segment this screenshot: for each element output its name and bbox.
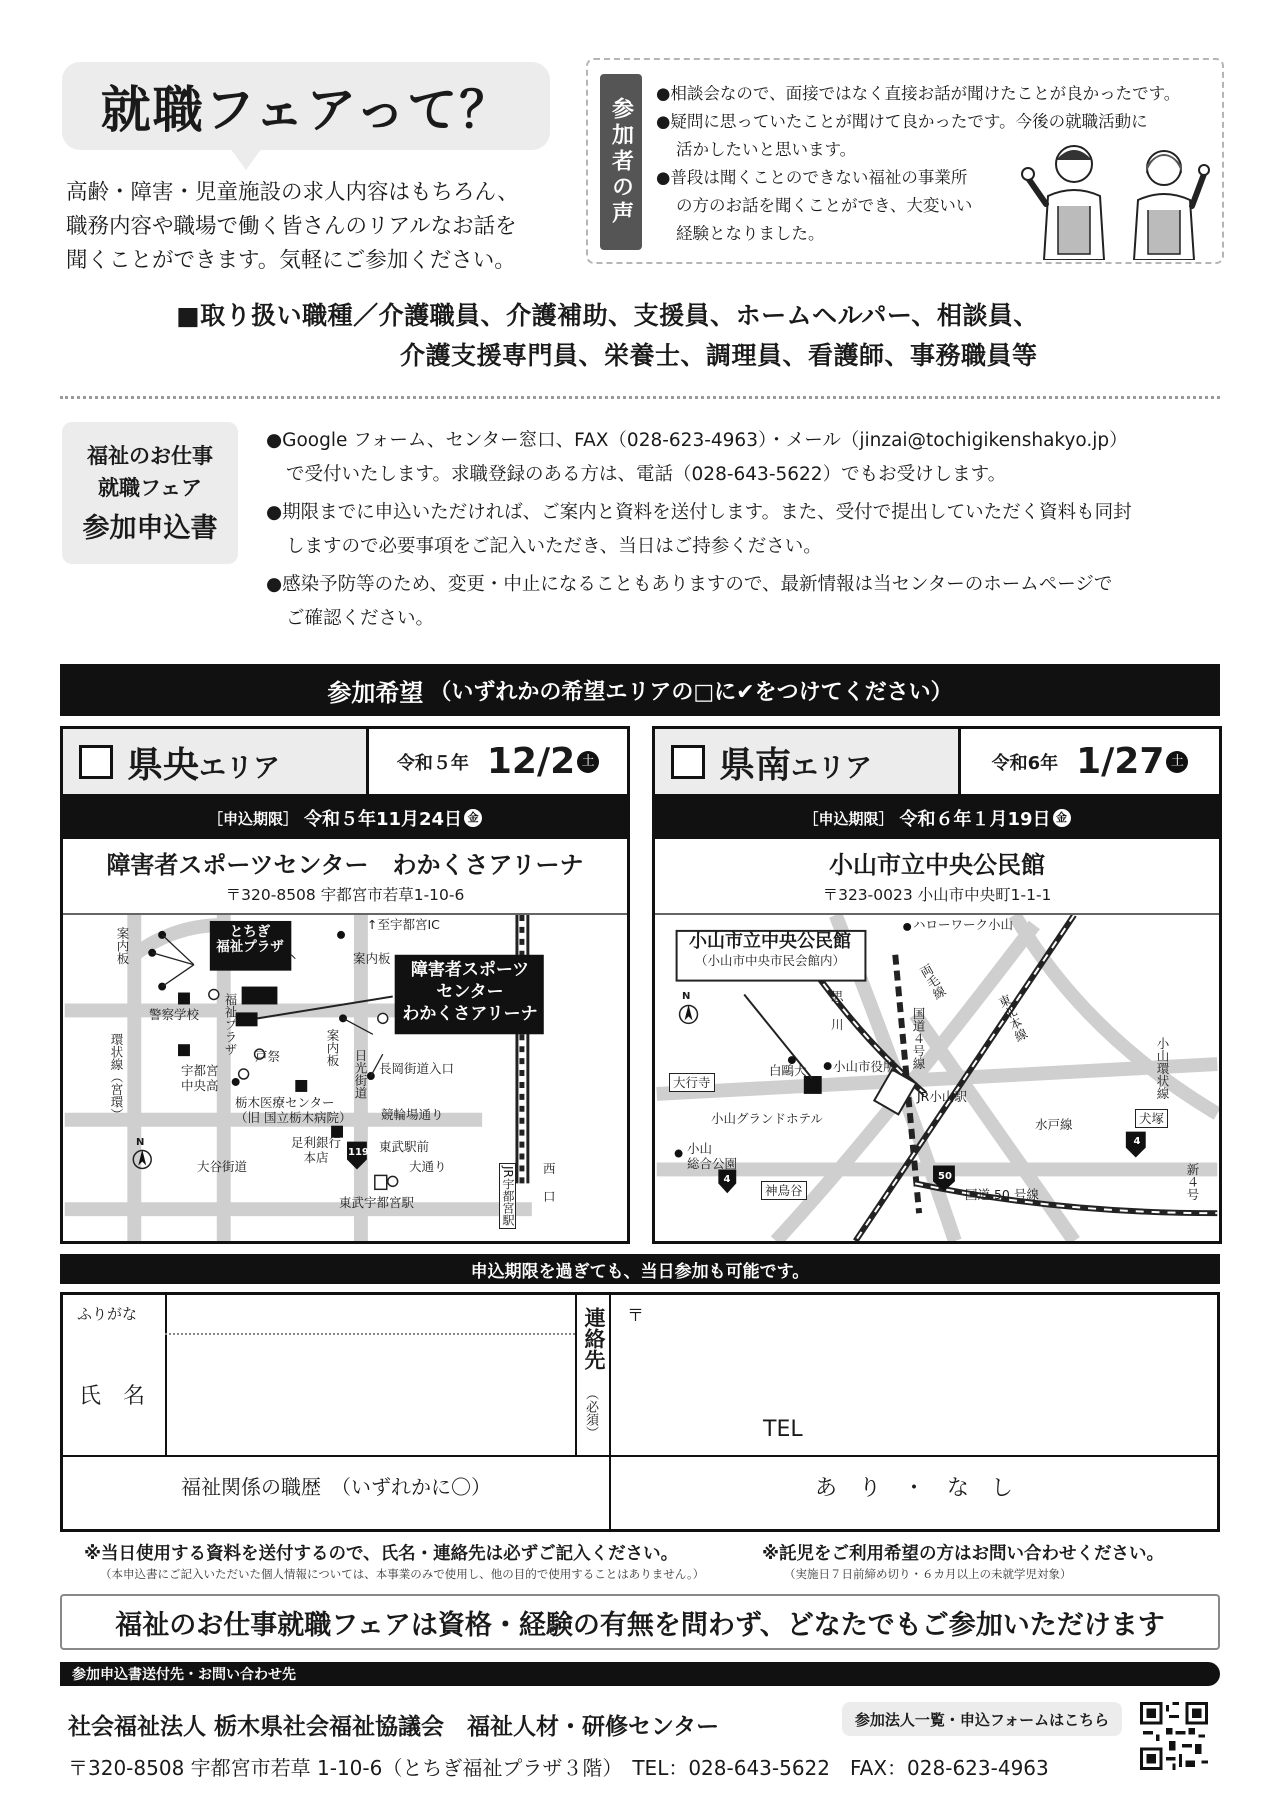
map-label-hakuoudai: 白鷗大	[769, 1063, 807, 1078]
tel-label: TEL	[763, 1417, 803, 1442]
area-era: 令和５年	[396, 752, 469, 774]
dotted-divider	[60, 396, 1220, 399]
map-label-utsunomiya-chuo: 宇都宮 中央高	[181, 1063, 219, 1093]
venue-address: 〒320-8508 宇都宮市若草1-10-6	[225, 886, 465, 904]
organization-name: 社会福祉法人 栃木県社会福祉協議会 福祉人材・研修センター	[68, 1714, 720, 1740]
voice-line: 経験となりました。	[676, 224, 825, 243]
deadline-dow: 金	[1053, 809, 1071, 827]
name-field[interactable]	[167, 1335, 575, 1455]
area-deadline	[63, 797, 627, 839]
required-note: ※当日使用する資料を送付するので、氏名・連絡先は必ずご記入ください。	[84, 1544, 679, 1564]
deadline-dow: 金	[464, 809, 482, 827]
map-label-tohoku: 東北本線	[995, 992, 1030, 1044]
area-kenou	[60, 726, 630, 1244]
map-label-ic: ↑至宇都宮IC	[367, 917, 440, 932]
map-label-signboard: 案内板	[353, 951, 391, 966]
map-label-signboard-v: 案内板	[115, 927, 130, 965]
area-name-text: 県南	[719, 745, 792, 786]
participation-subtitle: （いずれかの希望エリアの□に✔をつけてください）	[429, 679, 953, 705]
area-header	[655, 729, 1219, 797]
map-label-kanjo: 小山環状線	[1155, 1037, 1170, 1100]
map-label-grand-hotel: 小山グランドホテル	[711, 1111, 823, 1126]
map-route-4-shield: 4	[723, 1174, 731, 1185]
childcare-subnote: （実施日７日前締め切り・６カ月以上の未就学児対象）	[784, 1567, 1072, 1581]
area-dow: 土	[1166, 751, 1188, 773]
map-route-119: 119	[348, 1147, 369, 1158]
participation-header	[60, 664, 1220, 716]
map-label-park: 小山 総合公園	[687, 1141, 738, 1171]
map-label-route4-road: 国道４号線	[911, 1007, 926, 1070]
map-label-kandoriya: 神鳥谷	[761, 1181, 807, 1200]
area-dow: 土	[577, 751, 599, 773]
area-name-box	[63, 729, 369, 794]
map-label-guchi: 口	[543, 1189, 556, 1204]
map-label-ryoumo: 両毛線	[916, 961, 949, 1002]
application-label-line3: 参加申込書	[82, 513, 218, 544]
participation-title: 参加希望	[327, 678, 424, 707]
furigana-field[interactable]	[167, 1295, 575, 1333]
map-label-kawa: 川	[831, 1017, 844, 1032]
map-label-odori: 大通り	[409, 1159, 447, 1174]
voices-label: 参加者の声	[600, 74, 642, 250]
application-note: しますので必要事項をご記入いただき、当日はご持参ください。	[286, 536, 822, 557]
area-name	[719, 737, 872, 788]
area-suffix: エリア	[199, 753, 281, 784]
job-types-line2: 介護支援専門員、栄養士、調理員、看護師、事務職員等	[400, 341, 1038, 370]
map-north: N	[136, 1137, 145, 1148]
venue-address: 〒323-0023 小山市中央町1-1-1	[822, 886, 1052, 904]
map-label-venue: 障害者スポーツ センター わかくさアリーナ	[402, 960, 538, 1024]
map-label-jr-oyama: JR小山駅	[917, 1089, 967, 1104]
area-name	[127, 737, 280, 788]
application-label-line1: 福祉のお仕事	[87, 444, 213, 468]
map-route-4-shield-east: 4	[1133, 1136, 1141, 1147]
deadline-tag: ［申込期限］	[803, 809, 894, 828]
contact-label: 連絡先	[582, 1307, 606, 1370]
area-monthday: 1/27	[1076, 741, 1165, 782]
map-label-plaza-v: 福祉プラザ	[223, 993, 238, 1056]
voice-line: の方のお話を聞くことができ、大変いい	[676, 196, 973, 215]
work-history-label: 福祉関係の職歴 （いずれかに〇）	[181, 1475, 491, 1499]
map-label-inuzuka: 犬塚	[1135, 1109, 1168, 1128]
application-note: ご確認ください。	[286, 608, 435, 629]
application-label-line2: 就職フェア	[98, 476, 202, 500]
postal-mark: 〒	[627, 1306, 644, 1326]
map-label-mitosen: 水戸線	[1035, 1117, 1073, 1132]
qr-label: 参加法人一覧・申込フォームはこちら	[842, 1702, 1122, 1736]
contact-field[interactable]	[613, 1295, 1213, 1453]
map-label-hellowork: ハローワーク小山	[913, 917, 1014, 932]
map-label-tobu-mae: 東武駅前	[379, 1139, 430, 1154]
contact-required: （必須）	[583, 1387, 598, 1439]
area-kennan	[652, 726, 1222, 1244]
name-label: 氏 名	[79, 1384, 146, 1409]
map-label-shin4: 新４号	[1185, 1163, 1200, 1201]
map-label-shiyakusho: 小山市役所	[833, 1059, 896, 1074]
map-label-omoi: 思	[831, 989, 844, 1004]
map-label-route50: 国道 50 号線	[965, 1187, 1039, 1202]
work-history-options[interactable]: あ り ・ な し	[814, 1476, 1013, 1501]
furigana-label: ふりがな	[77, 1305, 138, 1323]
map-label-daigyoji: 大行寺	[669, 1073, 715, 1092]
area-header	[63, 729, 627, 797]
map-north: N	[682, 991, 691, 1002]
anyone-welcome-banner: 福祉のお仕事就職フェアは資格・経験の有無を問わず、どなたでもご参加いただけます	[60, 1594, 1220, 1650]
intro-line: 聞くことができます。気軽にご参加ください。	[66, 248, 516, 273]
area-checkbox[interactable]	[79, 745, 113, 779]
application-note: ●感染予防等のため、変更・中止になることもありますので、最新情報は当センターのホームページで	[266, 574, 1113, 595]
late-entry-notice: 申込期限を過ぎても、当日参加も可能です。	[60, 1254, 1220, 1284]
voice-line: 活かしたいと思います。	[676, 140, 857, 159]
map-label-tozai: 戸祭	[255, 1049, 281, 1064]
map-label-nagaoka: 長岡街道入口	[379, 1061, 455, 1076]
area-name-text: 県央	[127, 745, 200, 786]
map-label-ashikaga: 足利銀行 本店	[291, 1135, 342, 1165]
map-route-50: 50	[938, 1171, 952, 1182]
qr-code-icon[interactable]	[1140, 1702, 1208, 1770]
intro-line: 高齢・障害・児童施設の求人内容はもちろん、	[66, 180, 519, 205]
application-form	[60, 1292, 1220, 1532]
voice-line: ●相談会なので、面接ではなく直接お話が聞けたことが良かったです。	[656, 84, 1181, 103]
area-monthday: 12/2	[486, 741, 576, 782]
area-checkbox[interactable]	[671, 745, 705, 779]
fair-title: 就職フェアって？	[100, 81, 512, 139]
deadline-date: 令和５年11月24日	[303, 809, 463, 830]
organization-address: 〒320-8508 宇都宮市若草 1-10-6（とちぎ福祉プラザ３階） TEL：028-643-5622 FAX：028-623-4963	[68, 1756, 1049, 1780]
area-deadline	[655, 797, 1219, 839]
map-labels	[655, 913, 1219, 1241]
map-label-kanjo: 環状線（宮環）	[109, 1033, 124, 1121]
voice-line: ●疑問に思っていたことが聞けて良かったです。今後の就職活動に	[656, 112, 1148, 131]
area-name-box	[655, 729, 961, 794]
map-label-signboard-vertical: 案内板	[325, 1029, 340, 1067]
map-label-hospital: 栃木医療センター （旧 国立栃木病院）	[235, 1095, 352, 1125]
application-note: で受付いたします。求職登録のある方は、電話（028-643-5622）でもお受けします。	[286, 464, 1007, 485]
area-date	[369, 729, 627, 794]
bubble-tail	[230, 148, 262, 170]
venue-name: 小山市立中央公民館	[829, 851, 1045, 879]
childcare-note: ※託児をご利用希望の方はお問い合わせください。	[762, 1544, 1165, 1564]
privacy-note: （本申込書にご記入いただいた個人情報については、本事業のみで使用し、他の目的で使用することはありません。）	[100, 1567, 705, 1581]
area-era: 令和6年	[991, 752, 1059, 774]
deadline-tag: ［申込期限］	[207, 809, 298, 828]
intro-line: 職務内容や職場で働く皆さんのリアルなお話を	[66, 214, 517, 239]
venue-name: 障害者スポーツセンター わかくさアリーナ	[106, 851, 584, 879]
map-label-nikko: 日光街道	[353, 1049, 368, 1099]
job-types-line1: ■取り扱い職種／介護職員、介護補助、支援員、ホームヘルパー、相談員、	[176, 301, 1039, 330]
application-note: ●Google フォーム、センター窓口、FAX（028-623-4963）・メール（jinzai@tochigikenshakyo.jp）	[266, 430, 1128, 451]
map-label-tobu-station: 東武宇都宮駅	[339, 1195, 415, 1210]
map-label-otani: 大谷街道	[197, 1159, 248, 1174]
map-label-nishi: 西	[543, 1161, 556, 1176]
map-label-venue: 小山市立中央公民館 （小山市中央市民会館内）	[689, 931, 851, 968]
staff-illustration	[1016, 134, 1212, 260]
area-suffix: エリア	[791, 753, 873, 784]
voice-line: ●普段は聞くことのできない福祉の事業所	[656, 168, 968, 187]
map-labels	[63, 913, 627, 1241]
map-label-police-school: 警察学校	[149, 1007, 200, 1022]
application-note: ●期限までに申込いただければ、ご案内と資料を送付します。また、受付で提出していただく資料も同封	[266, 502, 1132, 523]
deadline-date: 令和６年１月19日	[899, 809, 1051, 830]
map-label-plaza: とちぎ 福祉プラザ	[216, 924, 284, 955]
area-date	[961, 729, 1219, 794]
map-label-jr-station: JR宇都宮駅	[499, 1163, 516, 1229]
map-label-keibajo: 競輪場通り	[381, 1107, 444, 1122]
intro-text	[66, 176, 566, 278]
contact-bar: 参加申込書送付先・お問い合わせ先	[60, 1662, 1220, 1686]
